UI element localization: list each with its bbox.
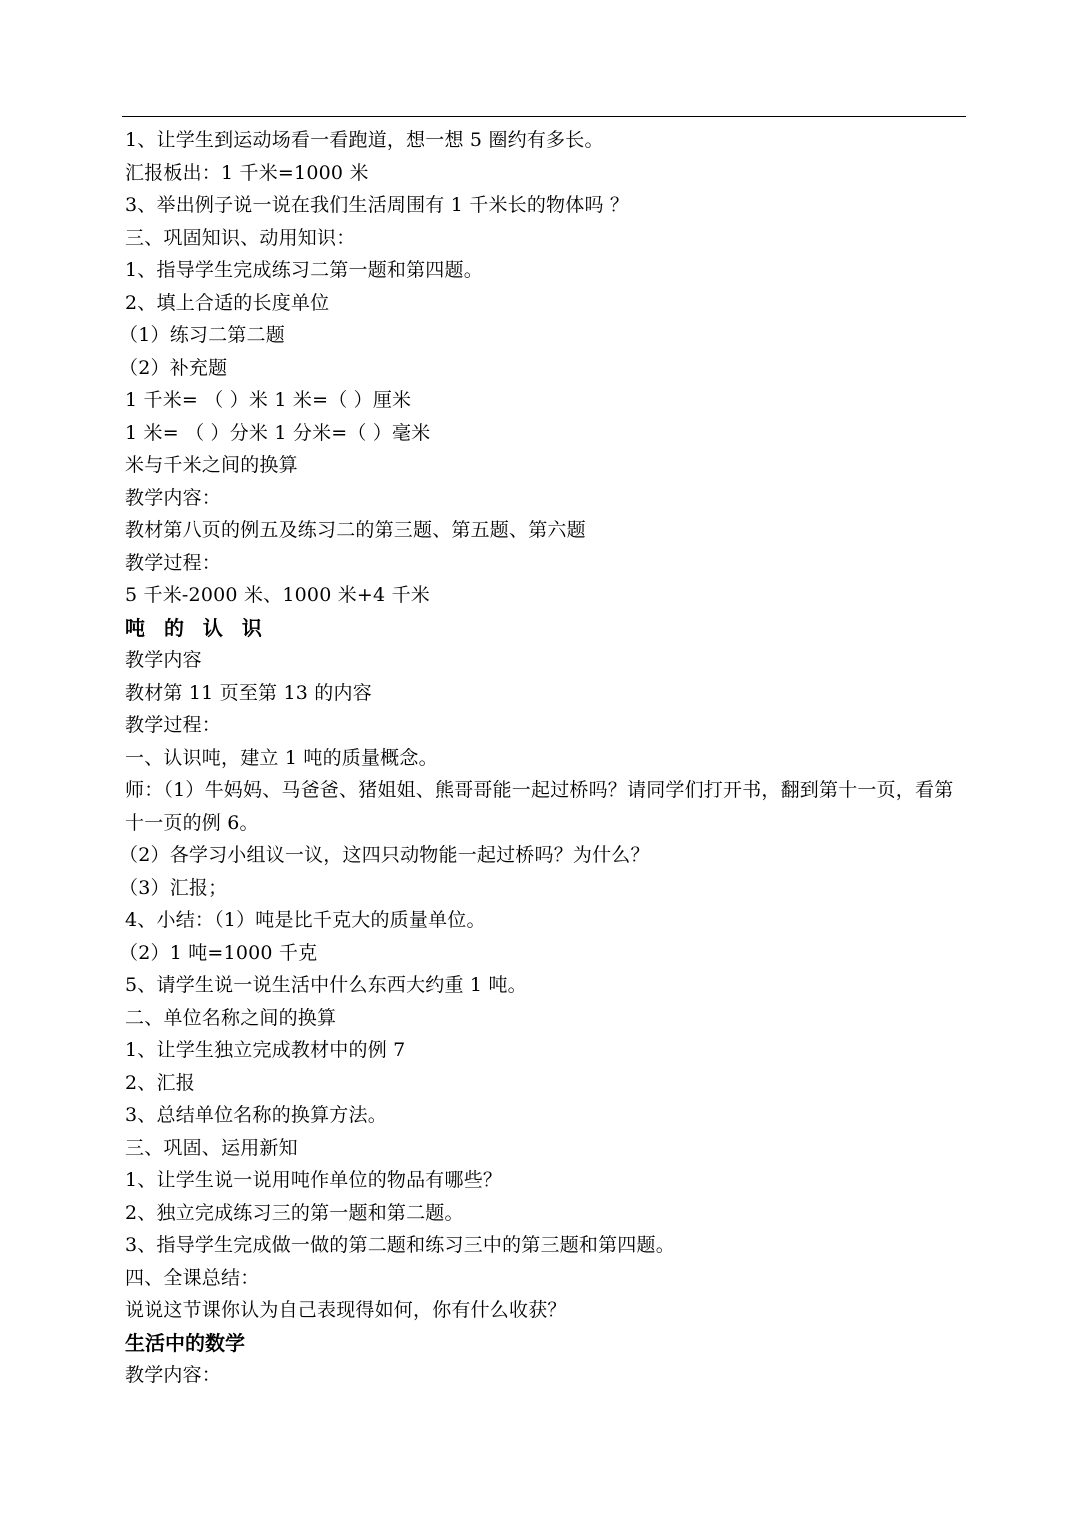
text-line: 教学内容：	[125, 486, 222, 509]
text-line: 教学过程：	[125, 714, 222, 736]
text-line: 1、让学生到运动场看一看跑道，想一想 5 圈约有多长。	[125, 129, 604, 151]
text-paragraph: 师：（1）牛妈妈、马爸爸、猪姐姐、熊哥哥能一起过桥吗？请同学们打开书，翻到第十一页，看第十一页的例 6。	[125, 779, 954, 834]
text-line: 米与千米之间的换算	[125, 454, 298, 476]
section-km-lesson	[119, 124, 970, 612]
text-line: 三、巩固、运用新知	[125, 1136, 298, 1159]
text-line: 1 米= （ ）分米 1 分米=（ ）毫米	[125, 421, 431, 444]
text-line: 1、让学生说一说用吨作单位的物品有哪些？	[125, 1169, 503, 1191]
text-line: （3）汇报；	[119, 876, 228, 899]
text-line: 一、认识吨，建立 1 吨的质量概念。	[125, 746, 438, 769]
text-line: 3、举出例子说一说在我们生活周围有 1 千米长的物体吗 ？	[125, 194, 630, 216]
text-line: 教学内容：	[125, 1364, 222, 1386]
text-line: 说说这节课你认为自己表现得如何，你有什么收获？	[125, 1299, 567, 1321]
text-line: 教学过程：	[125, 551, 222, 574]
text-line: 汇报板出：1 千米=1000 米	[125, 161, 369, 184]
text-line: 3、指导学生完成做一做的第二题和练习三中的第三题和第四题。	[125, 1234, 675, 1256]
text-line: 2、独立完成练习三的第一题和第二题。	[125, 1201, 464, 1224]
text-line: 教学内容	[125, 649, 202, 671]
text-line: 1、让学生独立完成教材中的例 7	[125, 1039, 406, 1061]
text-line: 教材第 11 页至第 13 的内容	[125, 681, 372, 704]
text-line: （2）补充题	[119, 356, 228, 379]
text-line: 5、请学生说一说生活中什么东西大约重 1 吨。	[125, 974, 527, 996]
text-line: （1）练习二第二题	[119, 324, 285, 346]
section-math-in-life	[125, 1327, 970, 1392]
text-line: 5 千米-2000 米、1000 米+4 千米	[125, 584, 430, 606]
section-heading: 生活中的数学	[125, 1330, 245, 1355]
text-line: 1、指导学生完成练习二第一题和第四题。	[125, 259, 483, 281]
text-line: 4、小结：（1）吨是比千克大的质量单位。	[125, 909, 486, 931]
text-line: 四、全课总结：	[125, 1266, 260, 1289]
text-line: 2、汇报	[125, 1071, 195, 1094]
text-line: （2）各学习小组议一议，这四只动物能一起过桥吗？为什么？	[119, 844, 650, 866]
text-line: 2、填上合适的长度单位	[125, 291, 330, 314]
text-line: 1 千米= （ ）米 1 米=（ ）厘米	[125, 389, 412, 411]
section-heading: 吨 的 认 识	[125, 615, 268, 640]
text-line: （2）1 吨=1000 千克	[119, 941, 318, 964]
text-line: 3、总结单位名称的换算方法。	[125, 1104, 387, 1126]
section-ton-lesson	[119, 612, 970, 1327]
text-line: 三、巩固知识、动用知识：	[125, 226, 356, 249]
header-rule	[122, 116, 966, 117]
text-line: 二、单位名称之间的换算	[125, 1006, 337, 1029]
text-line: 教材第八页的例五及练习二的第三题、第五题、第六题	[125, 519, 586, 541]
document-body	[119, 124, 970, 1392]
